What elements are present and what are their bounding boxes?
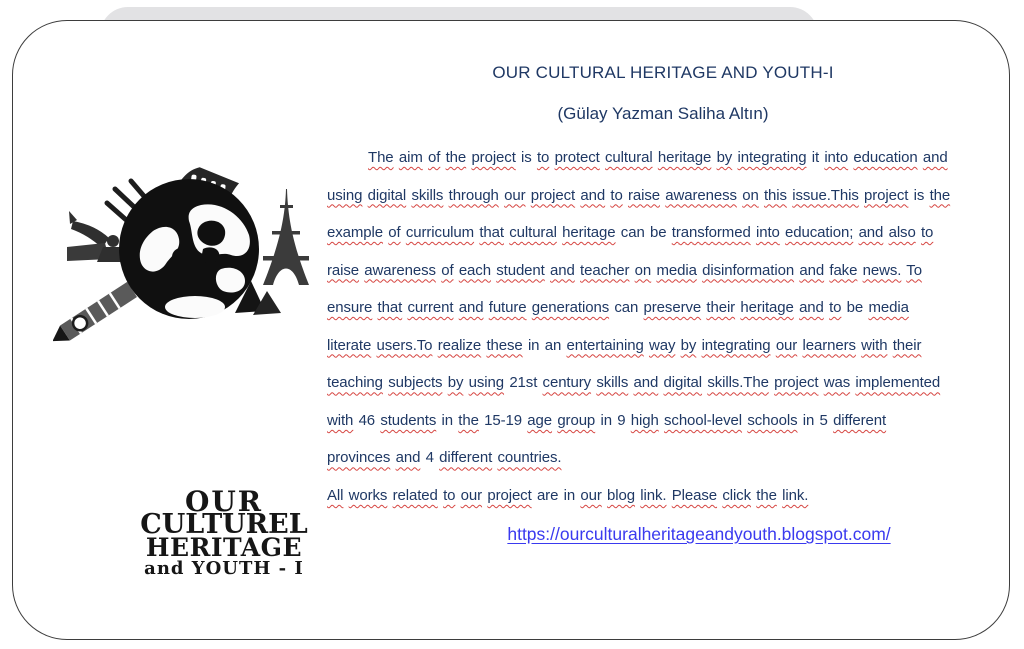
paragraph-line: teaching subjects by using 21st century skills and digital skills.The project was implemented	[327, 374, 941, 392]
project-logo	[53, 161, 313, 579]
logo-text-and-youth: and YOUTH - I	[144, 558, 304, 579]
paragraph-line: provinces and 4 different countries.	[327, 449, 562, 467]
globe-with-landmarks-icon	[53, 161, 313, 351]
blog-link[interactable]: https://ourculturalheritageandyouth.blogspot.com/	[507, 524, 891, 544]
paragraph-line: literate users.To realize these in an entertaining way by integrating our learners with their	[327, 336, 922, 354]
paragraph-line: with 46 students in the 15-19 age group in 9 high school-level schools in 5 different	[327, 411, 887, 429]
paragraph-line: raise awareness of each student and teacher on media disinformation and fake news. To	[327, 261, 922, 279]
logo-text-culturel: CULTUREL	[140, 509, 308, 540]
paragraph-line: ensure that current and future generations can preserve their heritage and to be media	[327, 299, 909, 317]
author-line: (Gülay Yazman Saliha Altın)	[557, 104, 769, 123]
slide-card	[12, 20, 1010, 640]
logo-text-heritage: HERITAGE	[145, 533, 303, 562]
logo-text-our: OUR	[184, 485, 264, 518]
project-description-paragraph	[327, 139, 1007, 514]
paragraph-line: using digital skills through our project and to raise awareness on this issue.This project is the	[327, 186, 951, 204]
paragraph-line: The aim of the project is to protect cultural heritage by integrating it into education and	[368, 149, 948, 166]
paragraph-line: All works related to our project are in our blog link. Please click the link.	[327, 486, 809, 504]
document-title: OUR CULTURAL HERITAGE AND YOUTH-I	[492, 63, 834, 82]
logo-wordmark	[92, 485, 356, 579]
paragraph-line: example of curriculum that cultural heritage can be transformed into education; and also to	[327, 224, 934, 242]
